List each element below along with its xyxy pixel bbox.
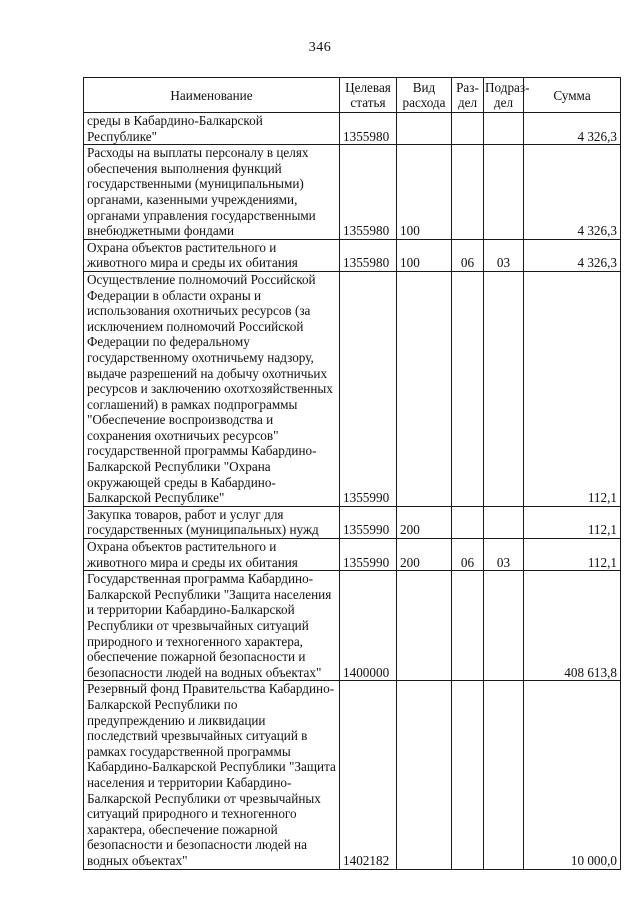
table-row [84,506,621,538]
header-section: Раз-дел [452,78,484,113]
header-subsection: Подраз-дел [484,78,524,113]
table-row [84,571,621,681]
row-code: 1400000 [340,571,397,681]
row-subsection [484,571,524,681]
table-header-row [84,78,621,113]
row-subsection [484,271,524,506]
row-subsection [484,145,524,240]
header-name: Наименование [84,78,340,113]
row-sum: 4 326,3 [524,145,621,240]
row-sum: 10 000,0 [524,681,621,869]
row-section [452,271,484,506]
page-number: 346 [308,40,332,55]
row-sum: 112,1 [524,539,621,571]
table-row [84,113,621,145]
row-name: среды в Кабардино-Балкарской Республике" [84,113,340,145]
row-code: 1355980 [340,113,397,145]
header-sum: Сумма [524,78,621,113]
row-section [452,506,484,538]
row-subsection [484,113,524,145]
row-code: 1355990 [340,506,397,538]
table-row [84,239,621,271]
row-section: 06 [452,539,484,571]
header-type: Вид расхода [397,78,452,113]
row-type [397,113,452,145]
row-code: 1355980 [340,239,397,271]
row-section: 06 [452,239,484,271]
row-section [452,571,484,681]
row-code: 1355980 [340,145,397,240]
row-section [452,113,484,145]
row-type: 100 [397,239,452,271]
table-row [84,539,621,571]
row-subsection: 03 [484,539,524,571]
row-type: 200 [397,506,452,538]
row-name: Охрана объектов растительного и животного мира и среды их обитания [84,539,340,571]
table-row [84,145,621,240]
row-type [397,571,452,681]
row-sum: 4 326,3 [524,113,621,145]
row-code: 1355990 [340,271,397,506]
row-sum: 4 326,3 [524,239,621,271]
row-name: Охрана объектов растительного и животного мира и среды их обитания [84,239,340,271]
row-sum: 408 613,8 [524,571,621,681]
row-name: Государственная программа Кабардино-Балкарской Республики "Защита населения и территории Кабардино-Балкарской Республики от чрезвычайных ситуаций природного и техногенного характера, обеспечение пожарной безопасности и безопасности людей на водных объектах" [84,571,340,681]
row-code: 1355990 [340,539,397,571]
row-section [452,145,484,240]
row-type: 200 [397,539,452,571]
row-name: Расходы на выплаты персоналу в целях обеспечения выполнения функций государственными (муниципальными) органами, казенными учреждениями, органами управления государственными внебюджетными фондами [84,145,340,240]
row-subsection [484,506,524,538]
row-name: Осуществление полномочий Российской Федерации в области охраны и использования охотничьих ресурсов (за исключением полномочий Российской Федерации по федеральному государственному охотничьему надзору, выдаче разрешений на добычу охотничьих ресурсов и заключению охотхозяйственных соглашений) в рамках подпрограммы "Обеспечение воспроизводства и сохранения охотничьих ресурсов" государственной программы Кабардино-Балкарской Республики "Охрана окружающей среды в Кабардино-Балкарской Республике" [84,271,340,506]
row-subsection [484,681,524,869]
row-sum: 112,1 [524,506,621,538]
row-type [397,271,452,506]
row-sum: 112,1 [524,271,621,506]
row-code: 1402182 [340,681,397,869]
table-row [84,271,621,506]
table-row [84,681,621,869]
row-subsection: 03 [484,239,524,271]
budget-table [83,77,621,870]
row-name: Закупка товаров, работ и услуг для государственных (муниципальных) нужд [84,506,340,538]
row-type: 100 [397,145,452,240]
row-section [452,681,484,869]
header-code: Целевая статья [340,78,397,113]
row-name: Резервный фонд Правительства Кабардино-Балкарской Республики по предупреждению и ликвидации последствий чрезвычайных ситуаций в рамках государственной программы Кабардино-Балкарской Республики "Защита населения и территории Кабардино-Балкарской Республики от чрезвычайных ситуаций природного и техногенного характера, обеспечение пожарной безопасности и безопасности людей на водных объектах" [84,681,340,869]
row-type [397,681,452,869]
